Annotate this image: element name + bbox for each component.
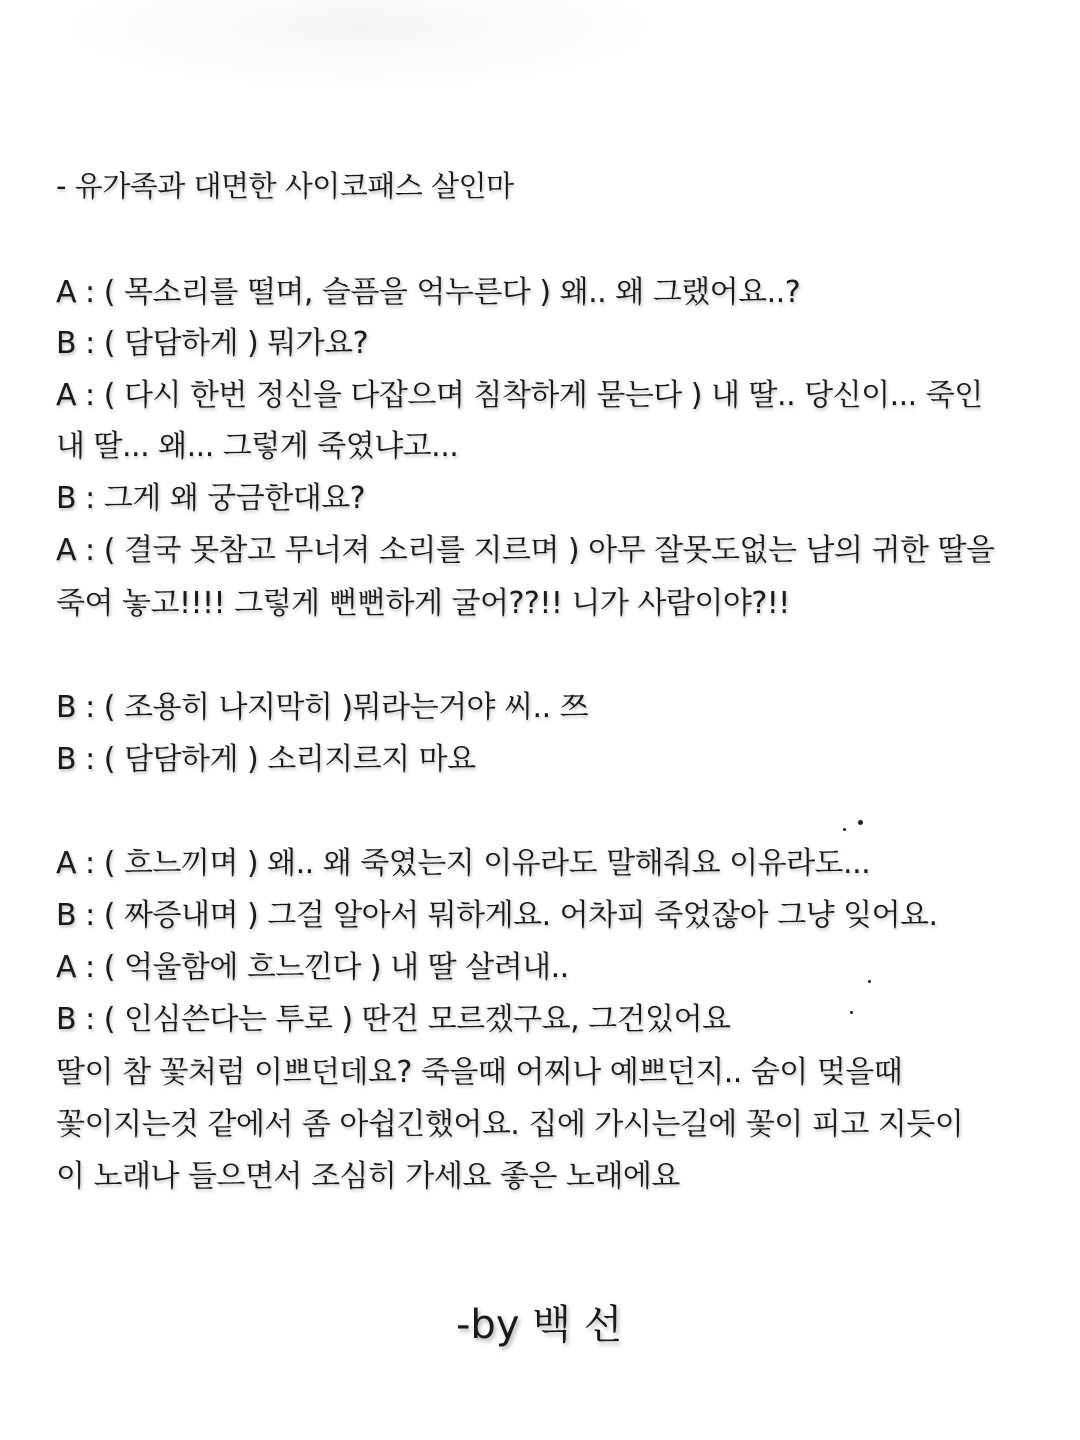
dialogue-line: B : ( 인심쓴다는 투로 ) 딴건 모르겠구요, 그건있어요 [56,1002,731,1037]
dialogue-line: A : ( 다시 한번 정신을 다잡으며 침착하게 묻는다 ) 내 딸.. 당신이... 죽인 [56,378,983,413]
dialogue-line: 이 노래나 들으면서 조심히 가세요 좋은 노래에요 [56,1159,680,1194]
dialogue-line: 꽃이지는것 같에서 좀 아쉽긴했어요. 집에 가시는길에 꽃이 피고 지듯이 [56,1107,964,1142]
dialogue-line: 죽여 놓고!!!! 그렇게 뻔뻔하게 굴어??!! 니가 사람이야?!! [56,586,790,621]
ink-speck [850,1011,853,1014]
dialogue-line: 딸이 참 꽃처럼 이쁘던데요? 죽을때 어찌나 예쁘던지.. 숨이 멎을때 [56,1055,903,1090]
dialogue-line: A : ( 억울함에 흐느낀다 ) 내 딸 살려내.. [56,950,569,985]
document-title: - 유가족과 대면한 사이코패스 살인마 [56,169,514,203]
dialogue-line: B : ( 담담하게 ) 뭐가요? [56,326,369,361]
top-smudge [60,0,660,90]
dialogue-line: A : ( 목소리를 떨며, 슬픔을 억누른다 ) 왜.. 왜 그랬어요..? [56,275,801,310]
dialogue-line: A : ( 결국 못참고 무너져 소리를 지르며 ) 아무 잘못도없는 남의 귀한 딸을 [56,533,995,568]
dialogue-line: A : ( 흐느끼며 ) 왜.. 왜 죽였는지 이유라도 말해줘요 이유라도... [56,846,871,881]
ink-speck [858,820,863,825]
dialogue-line: B : ( 짜증내며 ) 그걸 알아서 뭐하게요. 어차피 죽었잖아 그냥 잊어요. [56,898,938,933]
author-signature: -by 백 선 [456,1302,623,1348]
dialogue-line: 내 딸... 왜... 그렇게 죽였냐고... [56,429,459,464]
dialogue-line: B : ( 조용히 나지막히 )뭐라는거야 씨.. 쯔 [56,690,589,725]
dialogue-line: B : ( 담담하게 ) 소리지르지 마요 [56,742,476,777]
dialogue-line: B : 그게 왜 궁금한대요? [56,481,366,516]
ink-speck [868,980,871,983]
ink-speck [843,828,846,831]
